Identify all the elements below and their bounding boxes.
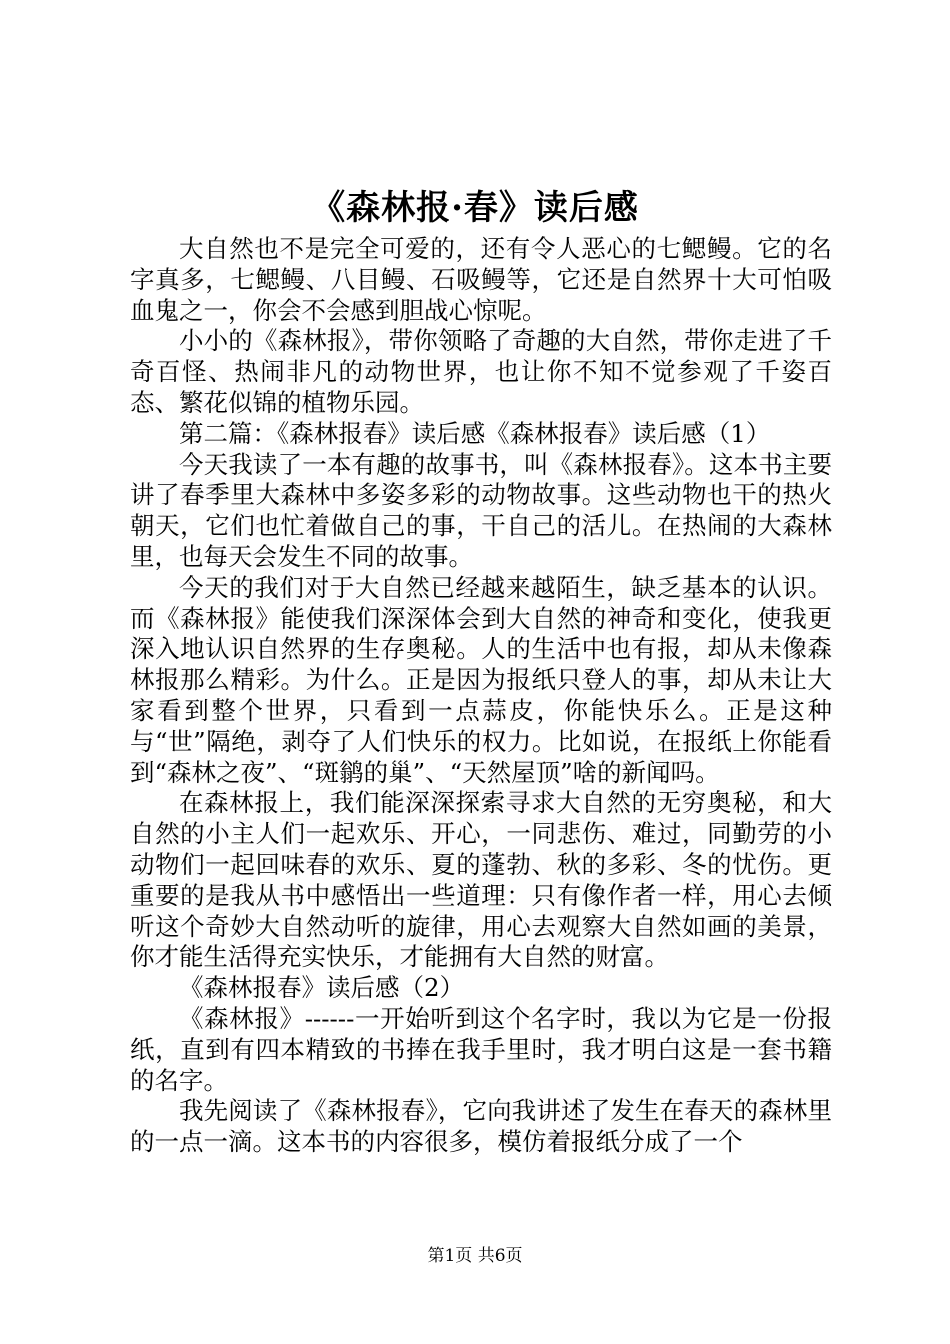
section-heading: 第二篇：《森林报春》读后感《森林报春》读后感（1） [179,418,771,448]
paragraph: 今天我读了一本有趣的故事书，叫《森林报春》。这本书主要讲了春季里大森林中多姿多彩的动物故事。这些动物也干的热火朝天，它们也忙着做自己的事，干自己的活儿。在热闹的大森林里，也每天会发生不同的故事。 [130,449,832,571]
paragraph: 今天的我们对于大自然已经越来越陌生，缺乏基本的认识。而《森林报》能使我们深深体会到大自然的神奇和变化，使我更深入地认识自然界的生存奥秘。人的生活中也有报，却从未像森林报那么精彩。为什么。正是因为报纸只登人的事，却从未让大家看到整个世界，只看到一点蒜皮，你能快乐么。正是这种与“世”隔绝，剥夺了人们快乐的权力。比如说，在报纸上你能看到“森林之夜”、“斑鹟的巢”、“天然屋顶”啥的新闻吗。 [130,572,832,787]
paragraph: 我先阅读了《森林报春》，它向我讲述了发生在春天的森林里的一点一滴。这本书的内容很多，模仿着报纸分成了一个 [130,1096,832,1157]
document-body [130,234,832,1158]
paragraph: 《森林报》------一开始听到这个名字时，我以为它是一份报纸，直到有四本精致的书捧在我手里时，我才明白这是一套书籍的名字。 [130,1003,832,1095]
section-heading: 《森林报春》读后感（2） [179,973,465,1003]
paragraph: 小小的《森林报》，带你领略了奇趣的大自然，带你走进了千奇百怪、热闹非凡的动物世界，也让你不知不觉参观了千姿百态、繁花似锦的植物乐园。 [130,326,832,417]
paragraph: 在森林报上，我们能深深探索寻求大自然的无穷奥秘，和大自然的小主人们一起欢乐、开心，一同悲伤、难过，同勤劳的小动物们一起回味春的欢乐、夏的蓬勃、秋的多彩、冬的忧伤。更重要的是我从书中感悟出一些道理：只有像作者一样，用心去倾听这个奇妙大自然动听的旋律，用心去观察大自然如画的美景，你才能生活得充实快乐，才能拥有大自然的财富。 [130,788,832,972]
page-footer: 第1页 共6页 [427,1246,523,1266]
paragraph: 大自然也不是完全可爱的，还有令人恶心的七鳃鳗。它的名字真多，七鳃鳗、八目鳗、石吸鳗等，它还是自然界十大可怕吸血鬼之一，你会不会感到胆战心惊呢。 [130,234,832,325]
document-title: 《森林报·春》读后感 [311,188,639,228]
